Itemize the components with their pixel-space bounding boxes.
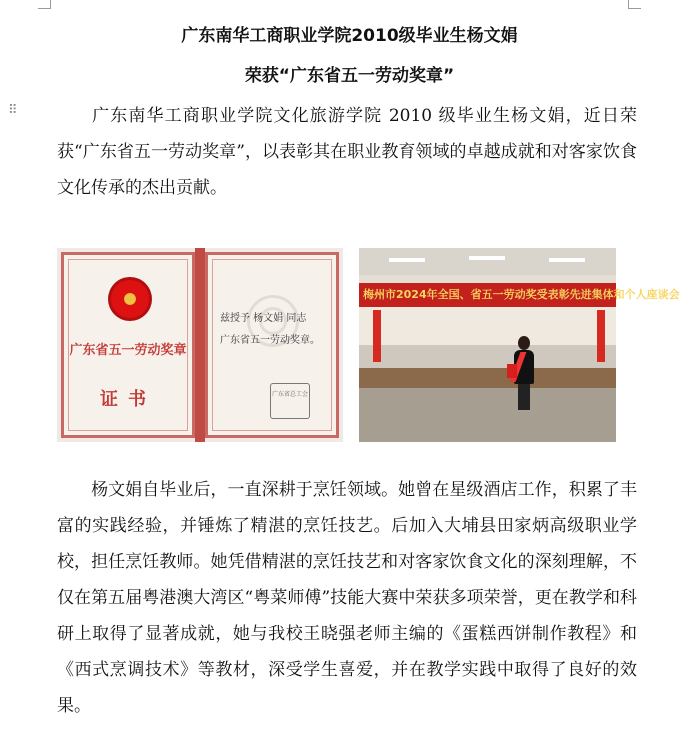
title-line-1: 广东南华工商职业学院2010级毕业生杨文娟: [181, 26, 518, 46]
event-banner: 梅州市2024年全国、省五一劳动奖受表彰先进集体和个人座谈会: [359, 283, 616, 307]
page-corner-mark-right: [628, 0, 641, 9]
certificate-spine: [195, 248, 205, 442]
certificate-inner-line-2: 广东省五一劳动奖章。: [220, 335, 320, 346]
ceiling-light: [469, 256, 505, 260]
award-event-photo: [359, 248, 680, 442]
stamp-text: 广东省总工会: [271, 391, 308, 398]
ceiling-light: [549, 258, 585, 262]
page-corner-mark-left: [38, 0, 51, 9]
certificate-inner-line-1: 兹授予 杨文娟 同志: [220, 313, 307, 324]
paragraph-1-text: 广东南华工商职业学院文化旅游学院 2010 级毕业生杨文娟，近日荣获“广东省五一劳动奖章”，以表彰其在职业教育领域的卓越成就和对客家饮食文化传承的杰出贡献。: [57, 106, 637, 198]
floor: [359, 388, 616, 442]
certificate-cover-title: 广东省五一劳动奖章: [69, 343, 187, 358]
emblem-icon: [108, 277, 152, 321]
certificate-inner-page: [205, 252, 339, 438]
title-line-2: 荣获“广东省五一劳动奖章”: [244, 66, 455, 86]
award-recipient-figure: [511, 336, 537, 410]
drag-handle-icon[interactable]: ⠿: [8, 103, 19, 118]
certificate-cover: [61, 252, 195, 438]
back-wall: [359, 307, 616, 345]
paragraph-2: [57, 472, 637, 724]
paragraph-2-text: 杨文娟自毕业后，一直深耕于烹饪领域。她曾在星级酒店工作，积累了丰富的实践经验，并锤炼了精湛的烹饪技艺。后加入大埔县田家炳高级职业学校，担任烹饪教师。她凭借精湛的烹饪技艺和对客家饮食文化的深刻理解，不仅在第五届粤港澳大湾区“粤菜师傅”技能大赛中荣获多项荣誉，更在教学和科研上取得了显著成就，她与我校王晓强老师主编的《蛋糕西饼制作教程》和《西式烹调技术》等教材，深受学生喜爱，并在教学实践中取得了良好的效果。: [57, 480, 637, 716]
certificate-photo: [57, 248, 343, 442]
certificate-cover-word: 证书: [100, 389, 156, 410]
red-flag: [373, 310, 381, 362]
paragraph-1: [57, 98, 637, 206]
red-flag: [597, 310, 605, 362]
meeting-table: [359, 368, 616, 388]
official-stamp: [270, 383, 310, 419]
ceiling-light: [389, 258, 425, 262]
